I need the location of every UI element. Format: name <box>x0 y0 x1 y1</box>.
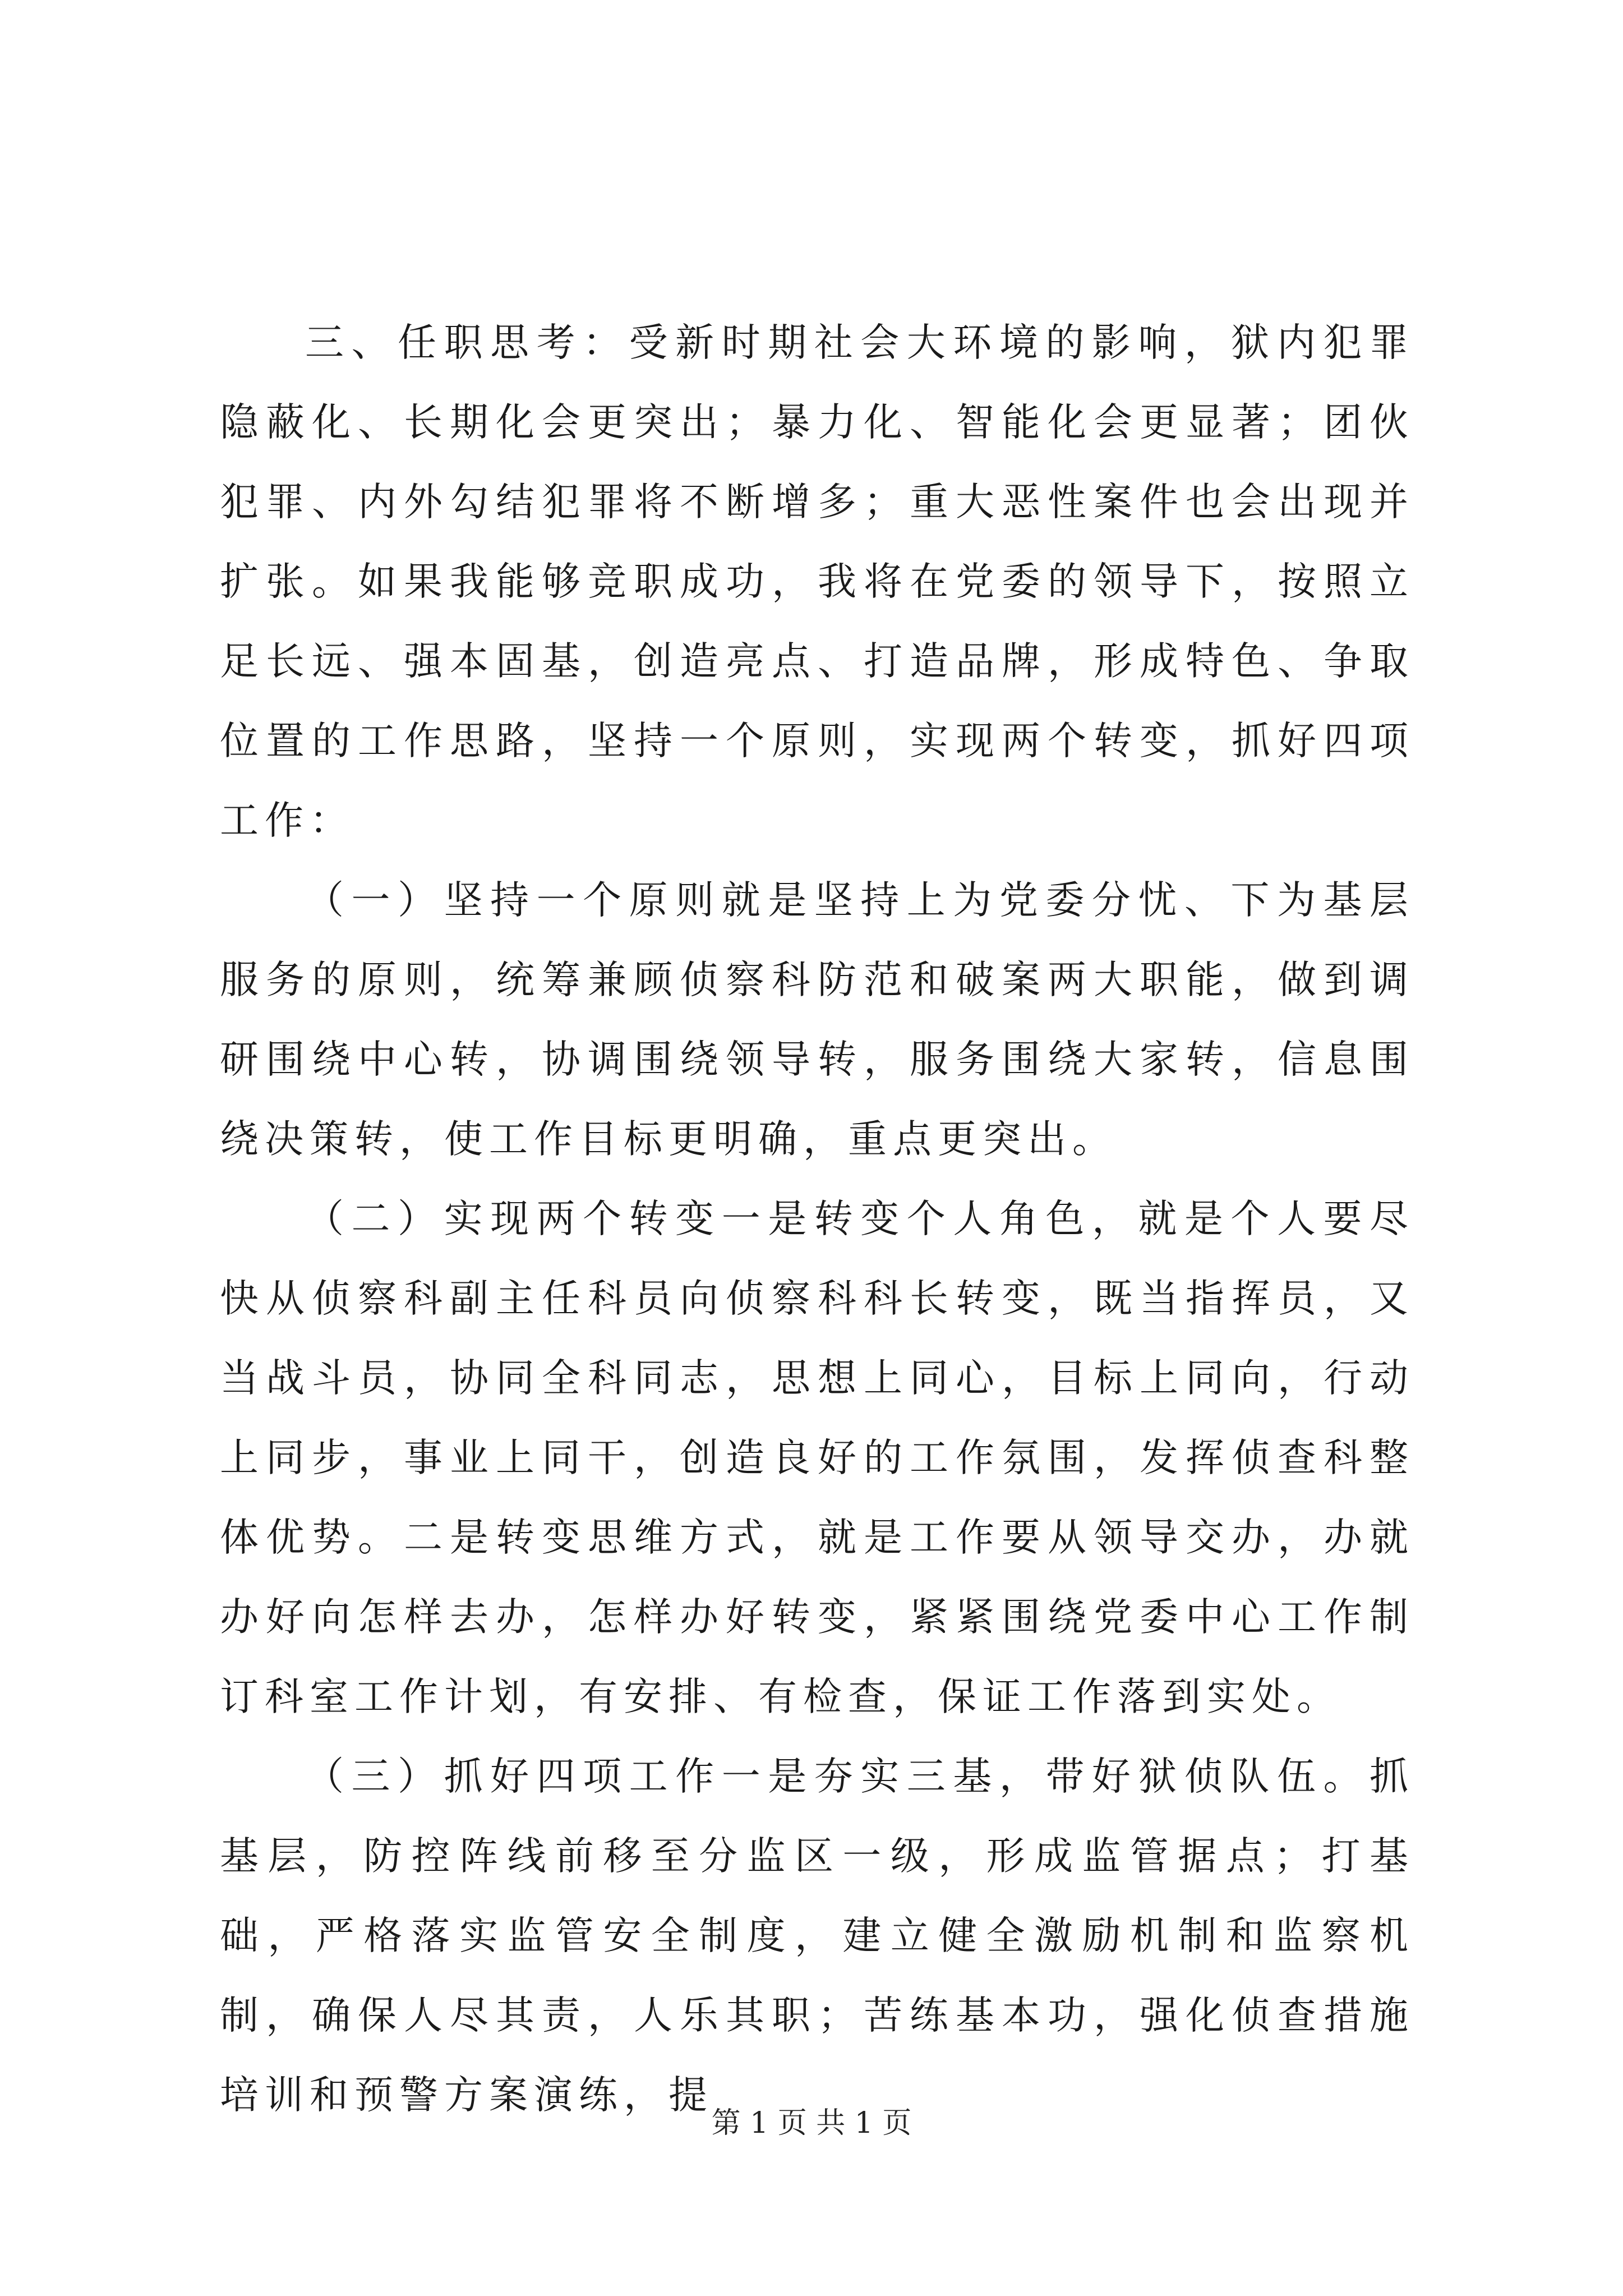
paragraph-one-principle: （一）坚持一个原则就是坚持上为党委分忧、下为基层服务的原则，统筹兼顾侦察科防范和破案两大职能，做到调研围绕中心转，协调围绕领导转，服务围绕大家转，信息围绕决策转，使工作目标更明确，重点更突出。 <box>220 878 1414 1162</box>
paragraph-four-tasks: （三）抓好四项工作一是夯实三基，带好狱侦队伍。抓基层，防控阵线前移至分监区一级，形成监管据点；打基础，严格落实监管安全制度，建立健全激励机制和监察机制，确保人尽其责，人乐其职；苦练基本功，强化侦查措施培训和预警方案演练，提 <box>220 1754 1414 2118</box>
document-body <box>220 303 1414 2135</box>
paragraph-appointment-thoughts: 三、任职思考：受新时期社会大环境的影响，狱内犯罪隐蔽化、长期化会更突出；暴力化、智能化会更显著；团伙犯罪、内外勾结犯罪将不断增多；重大恶性案件也会出现并扩张。如果我能够竞职成功，我将在党委的领导下，按照立足长远、强本固基，创造亮点、打造品牌，形成特色、争取位置的工作思路，坚持一个原则，实现两个转变，抓好四项工作： <box>220 320 1414 843</box>
page-footer: 第 1 页 共 1 页 <box>711 2106 912 2140</box>
paragraph-two-changes: （二）实现两个转变一是转变个人角色，就是个人要尽快从侦察科副主任科员向侦察科科长转变，既当指挥员，又当战斗员，协同全科同志，思想上同心，目标上同向，行动上同步，事业上同干，创造良好的工作氛围，发挥侦查科整体优势。二是转变思维方式，就是工作要从领导交办，办就办好向怎样去办，怎样办好转变，紧紧围绕党委中心工作制订科室工作计划，有安排、有检查，保证工作落到实处。 <box>220 1197 1414 1719</box>
